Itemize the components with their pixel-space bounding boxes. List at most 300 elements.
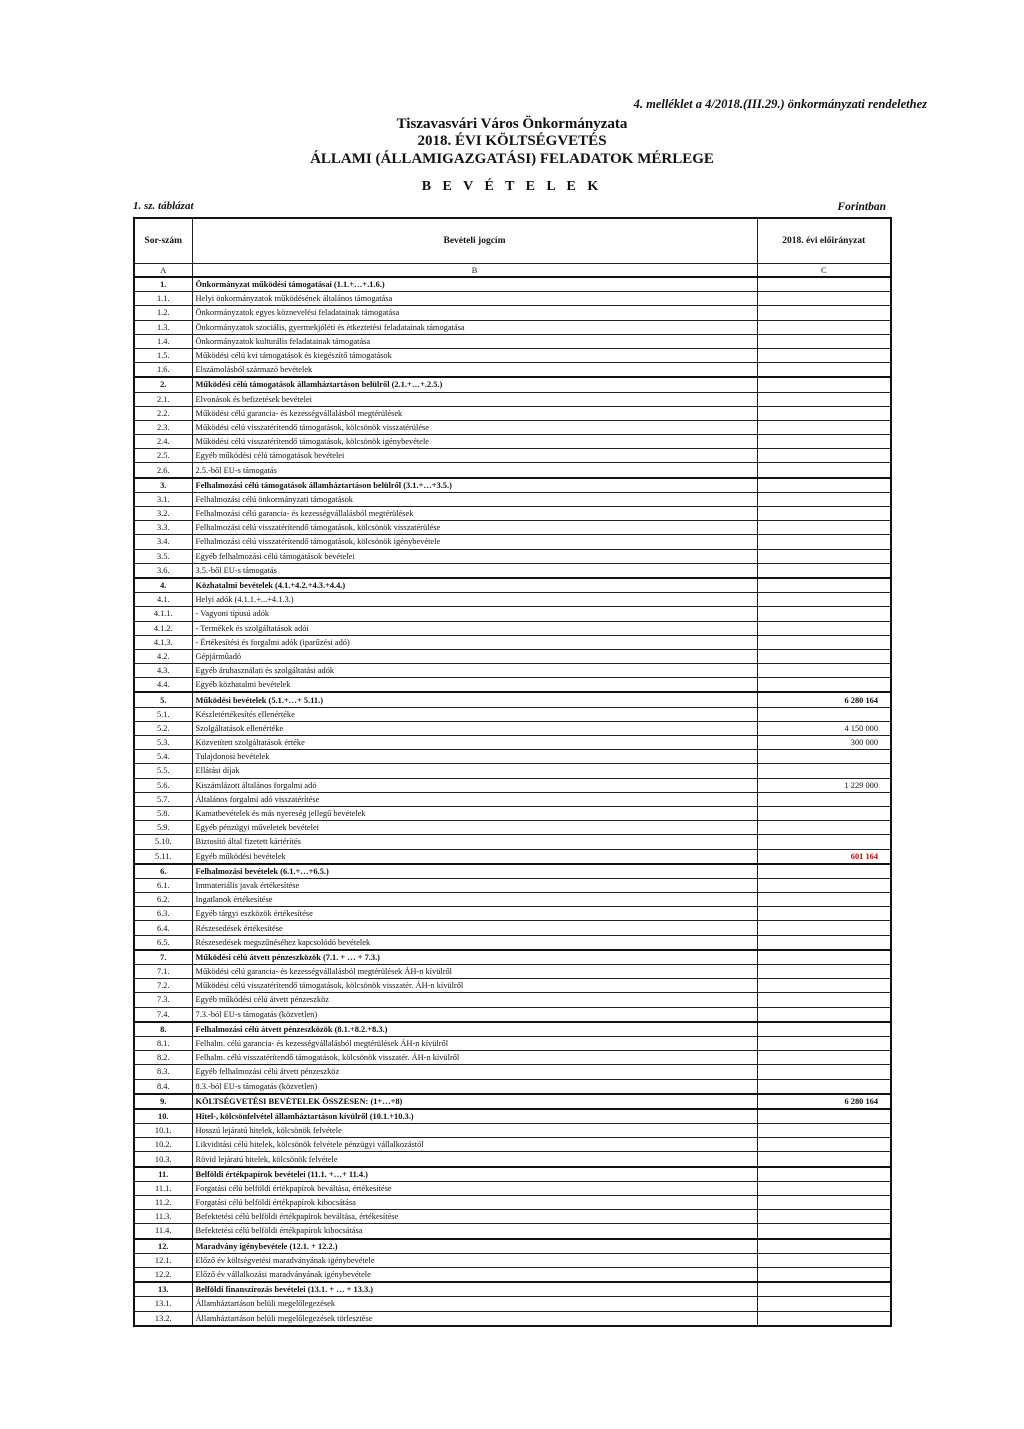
table-row [134, 1239, 891, 1254]
row-title: Egyéb működési célú támogatások bevételei [192, 449, 757, 463]
table-row [134, 864, 891, 879]
row-amount [757, 292, 891, 306]
row-number: 1.5. [134, 348, 192, 362]
table-row [134, 535, 891, 549]
row-amount [757, 821, 891, 835]
table-row [134, 1196, 891, 1210]
row-title: KÖLTSÉGVETÉSI BEVÉTELEK ÖSSZESEN: (1+…+8) [192, 1094, 757, 1109]
table-row [134, 664, 891, 678]
row-amount [757, 420, 891, 434]
row-amount [757, 1210, 891, 1224]
row-number: 10. [134, 1109, 192, 1124]
row-amount [757, 993, 891, 1007]
row-title: Felhalm. célú visszatérítendő támogatások, kölcsönök visszatér. ÁH-n kívülről [192, 1051, 757, 1065]
row-title: Felhalmozási célú átvett pénzeszközök (8.1.+8.2.+8.3.) [192, 1022, 757, 1037]
table-row [134, 707, 891, 721]
row-number: 3.3. [134, 521, 192, 535]
row-title: Önkormányzatok egyes köznevelési feladatainak támogatása [192, 306, 757, 320]
table-row [134, 578, 891, 593]
row-amount [757, 1007, 891, 1022]
row-number: 2.5. [134, 449, 192, 463]
col-title-header: Bevételi jogcím [192, 218, 757, 264]
row-number: 1.3. [134, 320, 192, 334]
table-row [134, 1065, 891, 1079]
row-amount [757, 1267, 891, 1282]
row-title: Befektetési célú belföldi értékpapírok beváltása, értékesítése [192, 1210, 757, 1224]
table-row [134, 1311, 891, 1326]
row-number: 2. [134, 377, 192, 392]
row-amount [757, 1167, 891, 1182]
table-row [134, 507, 891, 521]
row-amount [757, 907, 891, 921]
table-row [134, 907, 891, 921]
row-title: Tulajdonosi bevételek [192, 750, 757, 764]
row-title: Előző év költségvetési maradványának igénybevétele [192, 1253, 757, 1267]
row-title: Hosszú lejáratú hitelek, kölcsönök felvétele [192, 1124, 757, 1138]
row-amount [757, 921, 891, 935]
balance-title: ÁLLAMI (ÁLLAMIGAZGATÁSI) FELADATOK MÉRLEGE [310, 151, 714, 167]
table-row [134, 348, 891, 362]
row-title: Maradvány igénybevétele (12.1. + 12.2.) [192, 1239, 757, 1254]
row-number: 4.3. [134, 664, 192, 678]
row-title: Működési célú visszatérítendő támogatások, kölcsönök visszatérülése [192, 420, 757, 434]
table-row [134, 306, 891, 320]
table-row [134, 649, 891, 663]
table-row [134, 277, 891, 292]
table-row [134, 1210, 891, 1224]
annex-reference: 4. melléklet a 4/2018.(III.29.) önkormányzati rendelethez [633, 97, 927, 111]
row-number: 7.3. [134, 993, 192, 1007]
section-title: B E V É T E L E K [421, 179, 603, 194]
row-title: 3.5.-ből EU-s támogatás [192, 563, 757, 578]
revenue-table [133, 217, 892, 1327]
row-number: 6.3. [134, 907, 192, 921]
row-title: Belföldi értékpapírok bevételei (11.1. +…+ 11.4.) [192, 1167, 757, 1182]
table-row [134, 921, 891, 935]
row-amount: 4 150 000 [757, 721, 891, 735]
row-amount [757, 306, 891, 320]
table-row [134, 292, 891, 306]
row-title: Közvetített szolgáltatások értéke [192, 736, 757, 750]
table-row [134, 950, 891, 965]
row-number: 8.2. [134, 1051, 192, 1065]
row-number: 3. [134, 478, 192, 493]
row-number: 9. [134, 1094, 192, 1109]
row-amount [757, 1311, 891, 1326]
row-title: Részesedések értékesítése [192, 921, 757, 935]
row-amount [757, 835, 891, 849]
row-title: Immateriális javak értékesítése [192, 878, 757, 892]
row-amount [757, 649, 891, 663]
table-row [134, 478, 891, 493]
row-amount [757, 864, 891, 879]
row-title: - Értékesítési és forgalmi adók (iparűzési adó) [192, 635, 757, 649]
row-number: 3.2. [134, 507, 192, 521]
row-amount [757, 893, 891, 907]
table-row [134, 893, 891, 907]
row-number: 12.2. [134, 1267, 192, 1282]
table-row [134, 1297, 891, 1311]
row-amount [757, 678, 891, 693]
col-amount-header: 2018. évi előirányzat [757, 218, 891, 264]
row-number: 1.6. [134, 363, 192, 378]
table-row [134, 778, 891, 792]
row-amount [757, 277, 891, 292]
row-number: 4.1. [134, 593, 192, 607]
row-number: 3.1. [134, 492, 192, 506]
row-title: Működési célú támogatások államháztartáson belülről (2.1.+…+.2.5.) [192, 377, 757, 392]
row-amount [757, 1224, 891, 1239]
table-row [134, 806, 891, 820]
row-number: 5.5. [134, 764, 192, 778]
row-amount [757, 1109, 891, 1124]
row-number: 5.3. [134, 736, 192, 750]
row-amount [757, 478, 891, 493]
row-number: 3.5. [134, 549, 192, 563]
table-row [134, 821, 891, 835]
row-amount [757, 965, 891, 979]
row-number: 7.1. [134, 965, 192, 979]
row-amount [757, 320, 891, 334]
table-row [134, 1094, 891, 1109]
row-title: Működési célú visszatérítendő támogatások, kölcsönök igénybevétele [192, 435, 757, 449]
table-row [134, 593, 891, 607]
row-number: 11.3. [134, 1210, 192, 1224]
row-number: 6.1. [134, 878, 192, 892]
row-number: 4.1.2. [134, 621, 192, 635]
row-number: 5.11. [134, 849, 192, 864]
row-title: Készletértékesítés ellenértéke [192, 707, 757, 721]
row-number: 11.4. [134, 1224, 192, 1239]
row-title: Kamatbevételek és más nyereség jellegű bevételek [192, 806, 757, 820]
row-title: Szolgáltatások ellenértéke [192, 721, 757, 735]
row-title: Ellátási díjak [192, 764, 757, 778]
table-row [134, 849, 891, 864]
table-row [134, 1124, 891, 1138]
row-number: 10.3. [134, 1152, 192, 1167]
row-amount [757, 935, 891, 950]
row-title: Felhalmozási célú visszatérítendő támogatások, kölcsönök visszatérülése [192, 521, 757, 535]
table-row [134, 965, 891, 979]
row-title: Ingatlanok értékesítése [192, 893, 757, 907]
row-number: 8.3. [134, 1065, 192, 1079]
row-title: Működési célú garancia- és kezességvállalásból megtérülések [192, 406, 757, 420]
row-amount [757, 1152, 891, 1167]
row-number: 2.4. [134, 435, 192, 449]
row-number: 5.8. [134, 806, 192, 820]
organization-title: Tiszavasvári Város Önkormányzata [396, 116, 628, 132]
row-title: Önkormányzatok kulturális feladatainak támogatása [192, 334, 757, 348]
row-title: 7.3.-ból EU-s támogatás (közvetlen) [192, 1007, 757, 1022]
row-amount [757, 363, 891, 378]
row-number: 1.4. [134, 334, 192, 348]
row-title: Likviditási célú hitelek, kölcsönök felvétele pénzügyi vállalkozástól [192, 1138, 757, 1152]
row-number: 12.1. [134, 1253, 192, 1267]
row-title: Egyéb működési célú átvett pénzeszköz [192, 993, 757, 1007]
row-number: 4.1.3. [134, 635, 192, 649]
row-number: 2.2. [134, 406, 192, 420]
table-row [134, 1007, 891, 1022]
row-title: Általános forgalmi adó visszatérítése [192, 792, 757, 806]
row-amount [757, 449, 891, 463]
table-row [134, 993, 891, 1007]
row-number: 6.2. [134, 893, 192, 907]
row-number: 4. [134, 578, 192, 593]
table-row [134, 435, 891, 449]
row-amount [757, 492, 891, 506]
row-title: Helyi önkormányzatok működésének általános támogatása [192, 292, 757, 306]
row-number: 7.2. [134, 979, 192, 993]
row-title: Egyéb tárgyi eszközök értékesítése [192, 907, 757, 921]
row-amount [757, 563, 891, 578]
row-amount [757, 549, 891, 563]
table-row [134, 621, 891, 635]
row-amount [757, 578, 891, 593]
table-row [134, 935, 891, 950]
row-number: 5.9. [134, 821, 192, 835]
row-title: Egyéb pénzügyi műveletek bevételei [192, 821, 757, 835]
row-number: 11.2. [134, 1196, 192, 1210]
row-title: Forgatási célú belföldi értékpapírok kibocsátása [192, 1196, 757, 1210]
letter-row [134, 264, 891, 278]
row-amount [757, 792, 891, 806]
row-amount [757, 1065, 891, 1079]
table-row [134, 549, 891, 563]
table-row [134, 835, 891, 849]
row-amount: 1 229 000 [757, 778, 891, 792]
row-number: 12. [134, 1239, 192, 1254]
table-row [134, 377, 891, 392]
row-title: Közhatalmi bevételek (4.1.+4.2.+4.3.+4.4.) [192, 578, 757, 593]
table-row [134, 1253, 891, 1267]
row-title: Forgatási célú belföldi értékpapírok beváltása, értékesítése [192, 1181, 757, 1195]
row-amount [757, 1079, 891, 1094]
row-number: 13.1. [134, 1297, 192, 1311]
row-amount [757, 521, 891, 535]
table-row [134, 1079, 891, 1094]
row-amount [757, 1036, 891, 1050]
row-amount [757, 1239, 891, 1254]
row-title: Felhalm. célú garancia- és kezességvállalásból megtérülések ÁH-n kívülről [192, 1036, 757, 1050]
row-title: - Vagyoni típusú adók [192, 607, 757, 621]
row-amount [757, 1124, 891, 1138]
row-amount [757, 664, 891, 678]
row-amount [757, 334, 891, 348]
row-title: Felhalmozási célú garancia- és kezességvállalásból megtérülések [192, 507, 757, 521]
table-row [134, 1036, 891, 1050]
row-title: Működési célú kvi támogatások és kiegészítő támogatások [192, 348, 757, 362]
row-number: 1.1. [134, 292, 192, 306]
table-row [134, 635, 891, 649]
row-number: 3.4. [134, 535, 192, 549]
row-amount [757, 806, 891, 820]
table-row [134, 1282, 891, 1297]
table-row [134, 678, 891, 693]
row-title: Előző év vállalkozási maradványának igénybevétele [192, 1267, 757, 1282]
table-row [134, 320, 891, 334]
row-number: 5. [134, 692, 192, 707]
row-number: 5.1. [134, 707, 192, 721]
row-amount [757, 707, 891, 721]
row-number: 8.1. [134, 1036, 192, 1050]
letter-a: A [134, 264, 192, 278]
row-number: 10.1. [134, 1124, 192, 1138]
col-serial-header: Sor-szám [134, 218, 192, 264]
table-row [134, 463, 891, 478]
row-title: Hitel-, kölcsönfelvétel államháztartáson kívülről (10.1.+10.3.) [192, 1109, 757, 1124]
row-title: Államháztartáson belüli megelőlegezések törlesztése [192, 1311, 757, 1326]
row-title: 8.3.-ból EU-s támogatás (közvetlen) [192, 1079, 757, 1094]
row-number: 13. [134, 1282, 192, 1297]
table-row [134, 1022, 891, 1037]
table-row [134, 1138, 891, 1152]
table-row [134, 750, 891, 764]
row-number: 3.6. [134, 563, 192, 578]
currency-unit: Forintban [837, 201, 886, 213]
letter-c: C [757, 264, 891, 278]
budget-title: 2018. ÉVI KÖLTSÉGVETÉS [417, 133, 607, 149]
row-number: 4.1.1. [134, 607, 192, 621]
table-row [134, 492, 891, 506]
table-row [134, 878, 891, 892]
row-amount [757, 1022, 891, 1037]
row-amount [757, 463, 891, 478]
letter-b: B [192, 264, 757, 278]
row-title: Biztosító által fizetett kártérítés [192, 835, 757, 849]
table-row [134, 692, 891, 707]
row-title: Működési bevételek (5.1.+…+ 5.11.) [192, 692, 757, 707]
row-amount: 300 000 [757, 736, 891, 750]
row-title: Elvonások és befizetések bevételei [192, 392, 757, 406]
row-amount [757, 1196, 891, 1210]
row-number: 2.3. [134, 420, 192, 434]
row-number: 4.4. [134, 678, 192, 693]
row-title: Helyi adók (4.1.1.+...+4.1.3.) [192, 593, 757, 607]
row-amount [757, 593, 891, 607]
table-row [134, 1224, 891, 1239]
row-number: 6.5. [134, 935, 192, 950]
row-title: - Termékek és szolgáltatások adói [192, 621, 757, 635]
row-amount [757, 621, 891, 635]
row-title: Önkormányzatok szociális, gyermekjóléti és étkeztetési feladatainak támogatása [192, 320, 757, 334]
table-row [134, 392, 891, 406]
row-title: Egyéb közhatalmi bevételek [192, 678, 757, 693]
row-title: Gépjárműadó [192, 649, 757, 663]
row-title: Felhalmozási bevételek (6.1.+…+6.5.) [192, 864, 757, 879]
row-amount [757, 535, 891, 549]
row-amount [757, 507, 891, 521]
row-amount [757, 1138, 891, 1152]
table-row [134, 1051, 891, 1065]
table-row [134, 792, 891, 806]
table-row [134, 1181, 891, 1195]
row-amount [757, 764, 891, 778]
table-row [134, 764, 891, 778]
row-number: 6. [134, 864, 192, 879]
table-row [134, 1109, 891, 1124]
row-amount [757, 635, 891, 649]
row-title: Működési célú garancia- és kezességvállalásból megtérülések ÁH-n kívülről [192, 965, 757, 979]
row-amount [757, 377, 891, 392]
row-title: Államháztartáson belüli megelőlegezések [192, 1297, 757, 1311]
row-amount [757, 406, 891, 420]
header-row [134, 218, 891, 264]
row-amount [757, 1051, 891, 1065]
table-row [134, 721, 891, 735]
row-number: 11.1. [134, 1181, 192, 1195]
row-title: Kiszámlázott általános forgalmi adó [192, 778, 757, 792]
row-number: 8.4. [134, 1079, 192, 1094]
row-number: 5.7. [134, 792, 192, 806]
row-title: Egyéb felhalmozási célú átvett pénzeszköz [192, 1065, 757, 1079]
table-row [134, 736, 891, 750]
table-row [134, 334, 891, 348]
row-amount: 6 280 164 [757, 1094, 891, 1109]
table-row [134, 406, 891, 420]
row-title: Egyéb felhalmozási célú támogatások bevételei [192, 549, 757, 563]
row-amount: 6 280 164 [757, 692, 891, 707]
row-title: Önkormányzat működési támogatásai (1.1.+…+.1.6.) [192, 277, 757, 292]
row-title: Működési célú átvett pénzeszközök (7.1. + … + 7.3.) [192, 950, 757, 965]
row-number: 7. [134, 950, 192, 965]
row-amount: 601 164 [757, 849, 891, 864]
row-number: 7.4. [134, 1007, 192, 1022]
row-title: Rövid lejáratú hitelek, kölcsönök felvétele [192, 1152, 757, 1167]
table-row [134, 449, 891, 463]
row-amount [757, 435, 891, 449]
row-title: Elszámolásból származó bevételek [192, 363, 757, 378]
row-number: 2.6. [134, 463, 192, 478]
row-number: 8. [134, 1022, 192, 1037]
row-number: 5.4. [134, 750, 192, 764]
row-amount [757, 950, 891, 965]
row-amount [757, 348, 891, 362]
table-row [134, 420, 891, 434]
row-title: Részesedések megszűnéséhez kapcsolódó bevételek [192, 935, 757, 950]
row-amount [757, 392, 891, 406]
table-row [134, 607, 891, 621]
row-number: 1.2. [134, 306, 192, 320]
row-number: 11. [134, 1167, 192, 1182]
row-number: 10.2. [134, 1138, 192, 1152]
row-title: 2.5.-ből EU-s támogatás [192, 463, 757, 478]
row-title: Felhalmozási célú visszatérítendő támogatások, kölcsönök igénybevétele [192, 535, 757, 549]
row-amount [757, 1253, 891, 1267]
table-row [134, 521, 891, 535]
row-title: Belföldi finanszírozás bevételei (13.1. + … + 13.3.) [192, 1282, 757, 1297]
row-title: Működési célú visszatérítendő támogatások, kölcsönök visszatér. ÁH-n kívülről [192, 979, 757, 993]
row-title: Felhalmozási célú támogatások államháztartáson belülről (3.1.+…+3.5.) [192, 478, 757, 493]
table-row [134, 1167, 891, 1182]
row-number: 4.2. [134, 649, 192, 663]
row-amount [757, 750, 891, 764]
row-amount [757, 1297, 891, 1311]
row-number: 5.10. [134, 835, 192, 849]
table-row [134, 563, 891, 578]
row-amount [757, 1282, 891, 1297]
row-title: Felhalmozási célú önkormányzati támogatások [192, 492, 757, 506]
table-row [134, 1267, 891, 1282]
row-number: 1. [134, 277, 192, 292]
table-row [134, 363, 891, 378]
table-row [134, 1152, 891, 1167]
table-number: 1. sz. táblázat [133, 200, 194, 212]
row-amount [757, 607, 891, 621]
row-amount [757, 878, 891, 892]
row-title: Egyéb áruhasználati és szolgáltatási adók [192, 664, 757, 678]
row-number: 6.4. [134, 921, 192, 935]
table-row [134, 979, 891, 993]
